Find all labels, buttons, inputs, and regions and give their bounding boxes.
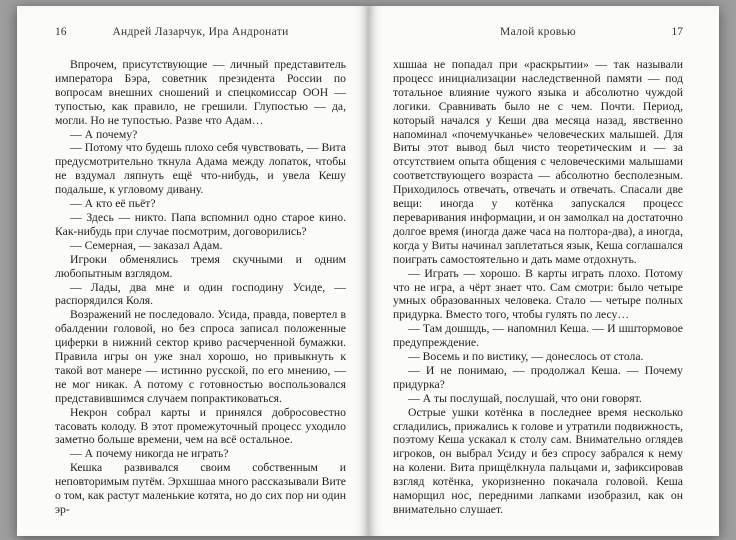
paragraph: — А кто её пьёт? [70,197,156,211]
paragraph: — А почему никогда не играть? [70,447,229,461]
page-text-left [55,58,346,517]
paragraph: Кешка развивался своим собственным и неповторимым путём. Эрхшшаа много рассказывали Вите о том, как растут маленькие котята, но до сих пор ни один эр- [55,461,346,516]
paragraph: — А почему? [70,127,138,141]
paragraph: Острые ушки котёнка в последнее время несколько сгладились, прижались к голове и утратили подвижность, поэтому Кеша ускакал к столу сам. Внимательно оглядев игроков, он выбрал Усиду и без спросу забрался к нему на колени. Вита прищёлкнула пальцами и, зафиксировав взгляд котёнка, укоризненно покачала головой. Кеша наморщил нос, передними лапками изобразил, как он внимательно слушает. [393,405,683,516]
paragraph: Возражений не последовало. Усида, правда, повертел в обалдении головой, но без спроса записал положенные циферки в нижний сектор криво расчерченной бумажки. Правила игры он уже знал хорошо, но привыкнуть к такой вот манере — истинно русской, по его мнению, — не мог никак. А потому с готовностью воспользовался представившимся случаем попрактиковаться. [55,308,346,405]
book-spread [17,6,719,536]
page-number-right: 17 [671,26,683,38]
page-header-right [393,26,683,38]
book-page-right [368,6,719,536]
paragraph: Впрочем, присутствующие — личный представитель императора Бэра, советник президента России по вопросам внешних сношений и спецкомиссар ООН — тупостью, как правило, не грешили. Глупостью — да, могли. Но не тупостью. Разве что Адам… [55,58,346,127]
page-text-right [393,58,683,517]
running-title-authors: Андрей Лазарчук, Ира Андронати [112,26,289,38]
paragraph: — Восемь и по вистику, — донеслось от стола. [408,350,644,364]
page-header-left [55,26,346,38]
paragraph: — И не понимаю, — продолжал Кеша. — Почему придурка? [393,363,683,391]
paragraph: — А ты послушай, послушай, что они говорят. [408,391,642,405]
paragraph: — Там дошшдь, — напомнил Кеша. — И шштормовое предупреждение. [393,322,683,350]
paragraph: — Семерная, — заказал Адам. [70,238,223,252]
paragraph: — Здесь — никто. Папа вспомнил одно старое кино. Как-нибудь при случае посмотрим, договорились? [55,210,346,238]
paragraph: — Лады, два мне и один господину Усиде, — распорядился Коля. [55,280,346,308]
book-page-left [17,6,368,536]
page-number-left: 16 [55,26,67,38]
paragraph-continuation: хшшаа не попадал при «раскрытии» — так называли процесс инициализации наследственной памяти — под тотальное влияние чужого языка и абсолютно чуждой логики. Сравнивать было не с чем. Почти. Период, который начался у Кеши два месяца назад, явственно напоминал «почемучканье» человеческих малышей. Для Виты этот вывод был чисто теоретическим и — за отсутствием опыта общения с человеческими малышами соответствующего возраста — абсолютно бесполезным. Приходилось отвечать, отвечать и отвечать. Спасали две вещи: иногда у котёнка запускался процесс переваривания информации, и он замолкал на достаточно долгое время (иногда даже часа на полтора-два), а иногда, когда у Виты начинал заплетаться язык, Кеша соглашался поиграть самостоятельно и дать маме отдохнуть. [393,58,683,266]
running-title-book: Малой кровью [500,26,576,38]
paragraph: — Потому что будешь плохо себя чувствовать, — Вита предусмотрительно ткнула Адама между лопаток, чтобы не вздумал ляпнуть ещё что-нибудь, и увела Кешу подальше, к угловому дивану. [55,141,346,197]
paragraph: Некрон собрал карты и принялся добросовестно тасовать колоду. В этот промежуточный процесс уходило заметно больше времени, чем на всё остальное. [55,405,346,447]
paragraph: — Играть — хорошо. В карты играть плохо. Потому что не игра, а чёрт знает что. Сам смотри: было четыре умных образованных человека. Стало — четыре полных придурка. Вместо того, чтобы гулять по лесу… [393,266,683,322]
paragraph: Игроки обменялись тремя скучными и одним любопытным взглядом. [55,252,346,280]
